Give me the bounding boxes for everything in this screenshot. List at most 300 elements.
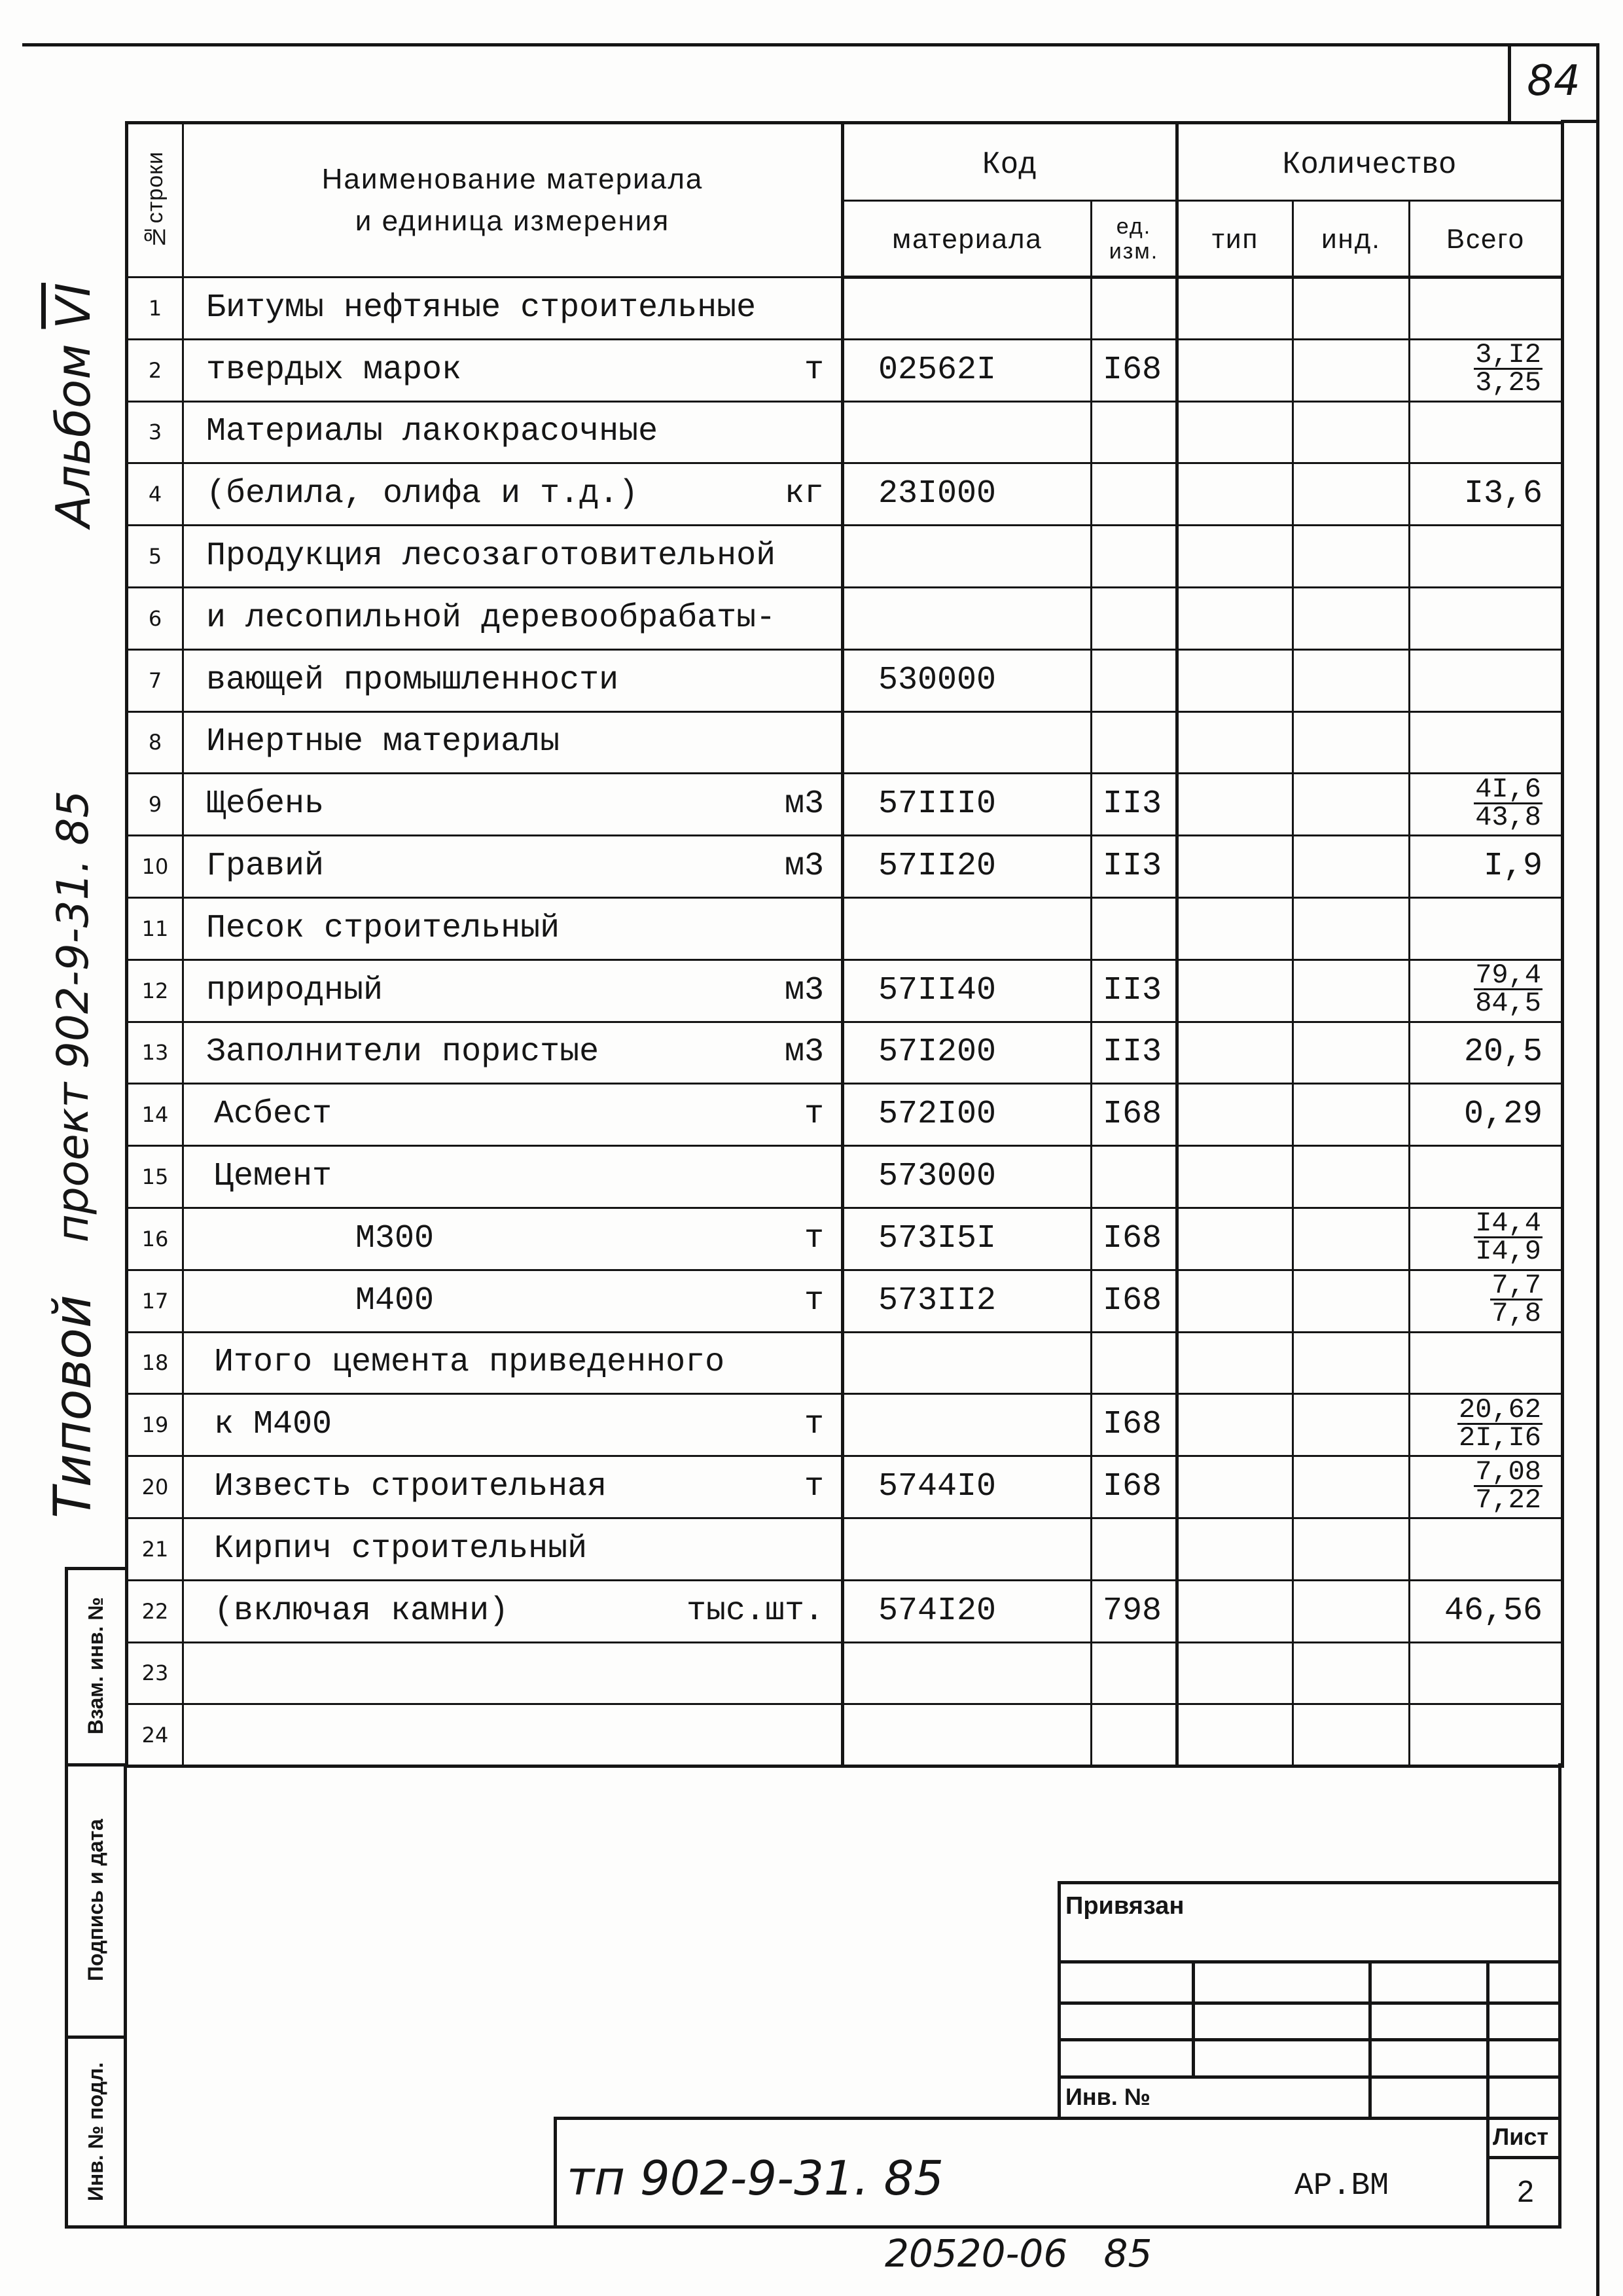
material-name: Битумы нефтяные строительные — [206, 289, 757, 327]
type-quantity-cell — [1177, 278, 1293, 340]
unit-of-measure: т — [804, 351, 824, 389]
document-designation: тп 902-9-31. 85 — [567, 2151, 944, 2206]
unit-code: I68 — [1103, 1282, 1162, 1319]
row-number: 1 — [148, 295, 162, 321]
unit-code: II3 — [1103, 971, 1162, 1009]
total-fraction — [1490, 1270, 1543, 1330]
table-row — [127, 1270, 1563, 1332]
material-code-cell — [843, 960, 1092, 1022]
table-row — [127, 836, 1563, 898]
frame-outer-right-line — [1596, 43, 1599, 2296]
unit-code-cell — [1092, 1332, 1177, 1394]
material-code: 57II40 — [878, 971, 997, 1009]
total-value-bottom: 3,25 — [1475, 367, 1542, 399]
type-quantity-cell — [1177, 1146, 1293, 1208]
type-quantity-cell — [1177, 774, 1293, 836]
material-name-wrap — [184, 413, 841, 451]
materials-table — [125, 121, 1564, 1768]
individual-quantity-cell — [1293, 836, 1410, 898]
stamp-strip-left-line — [65, 1567, 68, 2229]
material-code-cell — [843, 711, 1092, 774]
individual-quantity-cell — [1293, 1704, 1410, 1767]
total-quantity-cell — [1410, 649, 1563, 711]
total-quantity-cell — [1410, 1704, 1563, 1767]
material-name: твердых марок — [206, 351, 462, 389]
side-project-title: проект 902-9-31. 85 — [48, 790, 98, 1243]
material-code: 572I00 — [878, 1096, 997, 1134]
material-name-cell — [183, 1580, 843, 1642]
title-block-line — [1368, 1960, 1372, 2120]
row-number: 2 — [148, 357, 162, 383]
material-code-cell — [843, 1332, 1092, 1394]
type-quantity-cell — [1177, 960, 1293, 1022]
material-code-cell — [843, 278, 1092, 340]
individual-quantity-cell — [1293, 1146, 1410, 1208]
material-code-cell — [843, 1456, 1092, 1518]
header-quantity: Количество — [1177, 123, 1563, 201]
material-code: 574I20 — [878, 1592, 997, 1630]
material-code: 57II20 — [878, 848, 997, 886]
table-row — [127, 1642, 1563, 1704]
material-name-wrap — [184, 289, 841, 327]
total-quantity-cell — [1410, 278, 1563, 340]
material-name-cell — [183, 1084, 843, 1146]
unit-code-cell — [1092, 1518, 1177, 1580]
total-value-bottom: 7,22 — [1475, 1484, 1542, 1516]
material-code: 573II2 — [878, 1282, 997, 1319]
total-quantity-cell — [1410, 1146, 1563, 1208]
row-number: 5 — [148, 544, 162, 569]
unit-code-cell — [1092, 1704, 1177, 1767]
row-number-cell — [127, 1146, 183, 1208]
unit-of-measure: т — [804, 1282, 824, 1319]
material-name-wrap — [184, 661, 841, 699]
section-code: АР.ВМ — [1294, 2168, 1389, 2204]
type-quantity-cell — [1177, 1084, 1293, 1146]
individual-quantity-cell — [1293, 278, 1410, 340]
individual-quantity-cell — [1293, 1394, 1410, 1456]
unit-code: I68 — [1103, 1096, 1162, 1134]
row-number: 17 — [141, 1288, 169, 1314]
row-number: 18 — [141, 1350, 169, 1376]
type-quantity-cell — [1177, 463, 1293, 526]
unit-of-measure: м3 — [784, 785, 824, 823]
material-name-cell — [183, 1208, 843, 1270]
row-number: 15 — [141, 1164, 169, 1190]
footer-archive-code: 20520-06 85 — [885, 2231, 1152, 2276]
total-value: I3,6 — [1463, 475, 1543, 513]
unit-code: I68 — [1103, 1219, 1162, 1257]
header-row-number — [127, 123, 183, 278]
material-name-cell — [183, 836, 843, 898]
unit-code-cell — [1092, 711, 1177, 774]
individual-quantity-cell — [1293, 960, 1410, 1022]
unit-of-measure: т — [804, 1468, 824, 1506]
total-quantity-cell — [1410, 1394, 1563, 1456]
material-name-wrap — [184, 1468, 841, 1506]
row-number-cell — [127, 960, 183, 1022]
individual-quantity-cell — [1293, 711, 1410, 774]
total-quantity-cell — [1410, 774, 1563, 836]
unit-code-cell — [1092, 1394, 1177, 1456]
stamp-strip-line — [65, 2036, 127, 2039]
material-code-cell — [843, 1394, 1092, 1456]
material-name-cell — [183, 1022, 843, 1084]
total-quantity-cell — [1410, 526, 1563, 588]
table-row — [127, 587, 1563, 649]
individual-quantity-cell — [1293, 897, 1410, 960]
type-quantity-cell — [1177, 587, 1293, 649]
table-row — [127, 1580, 1563, 1642]
material-code-cell — [843, 1208, 1092, 1270]
frame-bottom-line — [65, 2225, 1561, 2229]
material-code-cell — [843, 897, 1092, 960]
material-name: Известь строительная — [214, 1468, 607, 1506]
material-code-cell — [843, 463, 1092, 526]
row-number-cell — [127, 1084, 183, 1146]
material-name-wrap — [184, 1158, 841, 1196]
total-value-bottom: 2I,I6 — [1458, 1422, 1542, 1454]
material-code-cell — [843, 1146, 1092, 1208]
total-quantity-cell — [1410, 339, 1563, 401]
attached-label: Привязан — [1065, 1892, 1185, 1920]
header-material-name-line1: Наименование материала — [321, 163, 704, 195]
individual-quantity-cell — [1293, 1642, 1410, 1704]
album-volume: $\overline{VI}$ — [46, 283, 101, 329]
individual-quantity-cell — [1293, 1518, 1410, 1580]
table-row — [127, 1332, 1563, 1394]
unit-of-measure: т — [804, 1096, 824, 1134]
total-quantity-cell — [1410, 1270, 1563, 1332]
type-quantity-cell — [1177, 1270, 1293, 1332]
type-quantity-cell — [1177, 897, 1293, 960]
unit-of-measure: т — [804, 1219, 824, 1257]
individual-quantity-cell — [1293, 1270, 1410, 1332]
row-number-cell — [127, 1332, 183, 1394]
row-number: 8 — [148, 730, 162, 755]
material-name: Продукция лесозаготовительной — [206, 537, 776, 575]
row-number-cell — [127, 463, 183, 526]
row-number-cell — [127, 339, 183, 401]
material-name-cell — [183, 960, 843, 1022]
individual-quantity-cell — [1293, 774, 1410, 836]
material-name-wrap — [184, 1592, 841, 1630]
type-quantity-cell — [1177, 526, 1293, 588]
total-value-top: 4I,6 — [1475, 773, 1542, 805]
page-number: 84 — [1527, 57, 1580, 105]
header-unit-code — [1092, 201, 1177, 278]
material-name-wrap — [184, 971, 841, 1009]
header-total: Всего — [1410, 201, 1563, 278]
unit-of-measure: м3 — [784, 971, 824, 1009]
material-code-cell — [843, 1580, 1092, 1642]
row-number-cell — [127, 649, 183, 711]
material-code-cell — [843, 1642, 1092, 1704]
material-name-wrap — [184, 1406, 841, 1444]
individual-quantity-cell — [1293, 1456, 1410, 1518]
row-number: 7 — [148, 668, 162, 693]
material-name-cell — [183, 1456, 843, 1518]
material-name-wrap — [184, 537, 841, 575]
row-number: 9 — [148, 792, 162, 817]
material-name: Материалы лакокрасочные — [206, 413, 658, 451]
individual-quantity-cell — [1293, 1332, 1410, 1394]
type-quantity-cell — [1177, 1580, 1293, 1642]
row-number: 20 — [141, 1475, 169, 1500]
material-code: 02562I — [878, 351, 997, 389]
material-code-cell — [843, 401, 1092, 463]
unit-code-cell — [1092, 339, 1177, 401]
material-name-cell — [183, 463, 843, 526]
unit-code-cell — [1092, 526, 1177, 588]
unit-of-measure: кг — [784, 475, 824, 513]
row-number-cell — [127, 1270, 183, 1332]
material-code: 57III0 — [878, 785, 997, 823]
table-row — [127, 897, 1563, 960]
unit-code-cell — [1092, 836, 1177, 898]
material-code: 530000 — [878, 661, 997, 699]
material-name-cell — [183, 1332, 843, 1394]
unit-code: 798 — [1103, 1592, 1162, 1630]
material-name-wrap — [184, 1096, 841, 1134]
title-block-line — [1192, 1960, 1195, 2079]
unit-code: I68 — [1103, 1406, 1162, 1444]
row-number-cell — [127, 711, 183, 774]
row-number-cell — [127, 1022, 183, 1084]
table-row — [127, 401, 1563, 463]
total-fraction — [1474, 960, 1543, 1020]
row-number-cell — [127, 1704, 183, 1767]
material-name: М300 — [355, 1219, 435, 1257]
sheet-label: Лист — [1493, 2123, 1549, 2150]
table-row — [127, 1146, 1563, 1208]
header-code: Код — [843, 123, 1177, 201]
material-name-wrap — [184, 723, 841, 761]
row-number-cell — [127, 526, 183, 588]
material-code-cell — [843, 339, 1092, 401]
material-code: 573000 — [878, 1158, 997, 1196]
type-quantity-cell — [1177, 711, 1293, 774]
album-label: Альбом — [46, 344, 101, 528]
total-fraction — [1474, 1456, 1543, 1516]
type-quantity-cell — [1177, 1642, 1293, 1704]
unit-of-measure: м3 — [784, 1033, 824, 1071]
table-header-row — [127, 123, 1563, 201]
table-row — [127, 774, 1563, 836]
material-code-cell — [843, 1704, 1092, 1767]
frame-left-line — [124, 1763, 127, 2229]
total-quantity-cell — [1410, 836, 1563, 898]
material-name: (включая камни) — [214, 1592, 509, 1630]
total-quantity-cell — [1410, 1208, 1563, 1270]
row-number: 3 — [148, 420, 162, 445]
material-code: 5744I0 — [878, 1468, 997, 1506]
row-number-cell — [127, 1208, 183, 1270]
type-quantity-cell — [1177, 1394, 1293, 1456]
row-number: 19 — [141, 1412, 169, 1438]
total-quantity-cell — [1410, 1084, 1563, 1146]
material-name-cell — [183, 1704, 843, 1767]
type-quantity-cell — [1177, 1022, 1293, 1084]
total-quantity-cell — [1410, 1580, 1563, 1642]
material-name-cell — [183, 526, 843, 588]
material-name: природный — [206, 971, 383, 1009]
table-row — [127, 1022, 1563, 1084]
material-name-cell — [183, 774, 843, 836]
table-row — [127, 1456, 1563, 1518]
total-quantity-cell — [1410, 1456, 1563, 1518]
type-quantity-cell — [1177, 339, 1293, 401]
title-block-line — [554, 2117, 557, 2229]
row-number: 12 — [141, 978, 169, 1003]
table-row — [127, 1704, 1563, 1767]
unit-code-cell — [1092, 278, 1177, 340]
row-number: 13 — [141, 1040, 169, 1066]
row-number: 10 — [141, 854, 169, 880]
individual-quantity-cell — [1293, 463, 1410, 526]
material-name-wrap — [184, 1530, 841, 1568]
material-name-cell — [183, 401, 843, 463]
material-name-wrap — [184, 848, 841, 886]
material-name-cell — [183, 1270, 843, 1332]
material-name-wrap — [184, 1219, 841, 1257]
total-quantity-cell — [1410, 463, 1563, 526]
row-number: 23 — [141, 1660, 169, 1686]
row-number: 11 — [141, 916, 169, 941]
material-name-cell — [183, 1146, 843, 1208]
unit-code-cell — [1092, 401, 1177, 463]
material-name-cell — [183, 339, 843, 401]
unit-code: I68 — [1103, 351, 1162, 389]
individual-quantity-cell — [1293, 339, 1410, 401]
total-value-top: 79,4 — [1475, 960, 1542, 992]
row-number-cell — [127, 587, 183, 649]
table-row — [127, 1394, 1563, 1456]
material-name-wrap — [184, 1033, 841, 1071]
total-value-top: I4,4 — [1475, 1208, 1542, 1240]
type-quantity-cell — [1177, 1456, 1293, 1518]
unit-code-cell — [1092, 774, 1177, 836]
material-name: М400 — [355, 1282, 435, 1319]
material-name: и лесопильной деревообрабаты- — [206, 599, 776, 637]
type-quantity-cell — [1177, 649, 1293, 711]
total-value: 0,29 — [1463, 1096, 1543, 1134]
unit-of-measure: тыс.шт. — [686, 1592, 824, 1630]
header-material-name-line2: и единица измерения — [355, 205, 670, 237]
total-fraction — [1474, 773, 1543, 833]
total-quantity-cell — [1410, 1642, 1563, 1704]
material-name-cell — [183, 649, 843, 711]
title-block-line — [1058, 1881, 1561, 1884]
total-quantity-cell — [1410, 711, 1563, 774]
total-value-top: 3,I2 — [1475, 339, 1542, 371]
header-type: тип — [1177, 201, 1293, 278]
material-name: (белила, олифа и т.д.) — [206, 475, 639, 513]
individual-quantity-cell — [1293, 1084, 1410, 1146]
unit-code: II3 — [1103, 1033, 1162, 1071]
unit-code-cell — [1092, 1146, 1177, 1208]
type-quantity-cell — [1177, 836, 1293, 898]
unit-code-cell — [1092, 1642, 1177, 1704]
unit-of-measure: т — [804, 1406, 824, 1444]
material-name-cell — [183, 1518, 843, 1580]
material-code-cell — [843, 1084, 1092, 1146]
total-value: 46,56 — [1444, 1592, 1543, 1630]
material-name-cell — [183, 587, 843, 649]
total-quantity-cell — [1410, 1022, 1563, 1084]
material-name-wrap — [184, 351, 841, 389]
material-name-wrap — [184, 1344, 841, 1382]
unit-code-cell — [1092, 587, 1177, 649]
material-name-wrap — [184, 1282, 841, 1319]
material-name-wrap — [184, 785, 841, 823]
material-name: Песок строительный — [206, 909, 560, 947]
total-value-top: 7,08 — [1475, 1456, 1542, 1488]
total-quantity-cell — [1410, 587, 1563, 649]
material-code-cell — [843, 649, 1092, 711]
unit-code-cell — [1092, 1580, 1177, 1642]
individual-quantity-cell — [1293, 1580, 1410, 1642]
unit-code-cell — [1092, 1084, 1177, 1146]
material-name-cell — [183, 711, 843, 774]
individual-quantity-cell — [1293, 587, 1410, 649]
table-row — [127, 711, 1563, 774]
header-individual: инд. — [1293, 201, 1410, 278]
material-code: 23I000 — [878, 475, 997, 513]
material-name-wrap — [184, 475, 841, 513]
total-quantity-cell — [1410, 897, 1563, 960]
individual-quantity-cell — [1293, 1022, 1410, 1084]
material-name: Гравий — [206, 848, 325, 886]
type-quantity-cell — [1177, 1208, 1293, 1270]
total-quantity-cell — [1410, 1518, 1563, 1580]
row-number: 21 — [141, 1536, 169, 1562]
material-code: 57I200 — [878, 1033, 997, 1071]
total-quantity-cell — [1410, 1332, 1563, 1394]
unit-code-cell — [1092, 1022, 1177, 1084]
total-value: I,9 — [1484, 848, 1543, 886]
frame-top-line — [22, 43, 1599, 46]
total-fraction — [1457, 1393, 1543, 1454]
row-number: 16 — [141, 1226, 169, 1251]
total-value: 20,5 — [1463, 1033, 1543, 1071]
material-name-cell — [183, 278, 843, 340]
row-number-cell — [127, 278, 183, 340]
unit-code: I68 — [1103, 1468, 1162, 1506]
total-value-bottom: 7,8 — [1491, 1298, 1542, 1330]
row-number: 14 — [141, 1102, 169, 1128]
material-code-cell — [843, 526, 1092, 588]
table-row — [127, 526, 1563, 588]
row-number-cell — [127, 897, 183, 960]
unit-code-cell — [1092, 649, 1177, 711]
header-top-extension-line — [1561, 120, 1599, 123]
table-row — [127, 960, 1563, 1022]
original-inv-label: Инв. № подл. — [84, 2062, 107, 2202]
material-name: Итого цемента приведенного — [214, 1344, 725, 1382]
row-number-cell — [127, 774, 183, 836]
individual-quantity-cell — [1293, 526, 1410, 588]
material-code-cell — [843, 1022, 1092, 1084]
header-material-name — [183, 123, 843, 278]
type-quantity-cell — [1177, 1518, 1293, 1580]
total-value-bottom: 84,5 — [1475, 988, 1542, 1020]
row-number: 24 — [141, 1722, 169, 1748]
type-quantity-cell — [1177, 1704, 1293, 1767]
row-number: 22 — [141, 1598, 169, 1624]
row-number-cell — [127, 1518, 183, 1580]
total-value-top: 7,7 — [1491, 1270, 1542, 1302]
